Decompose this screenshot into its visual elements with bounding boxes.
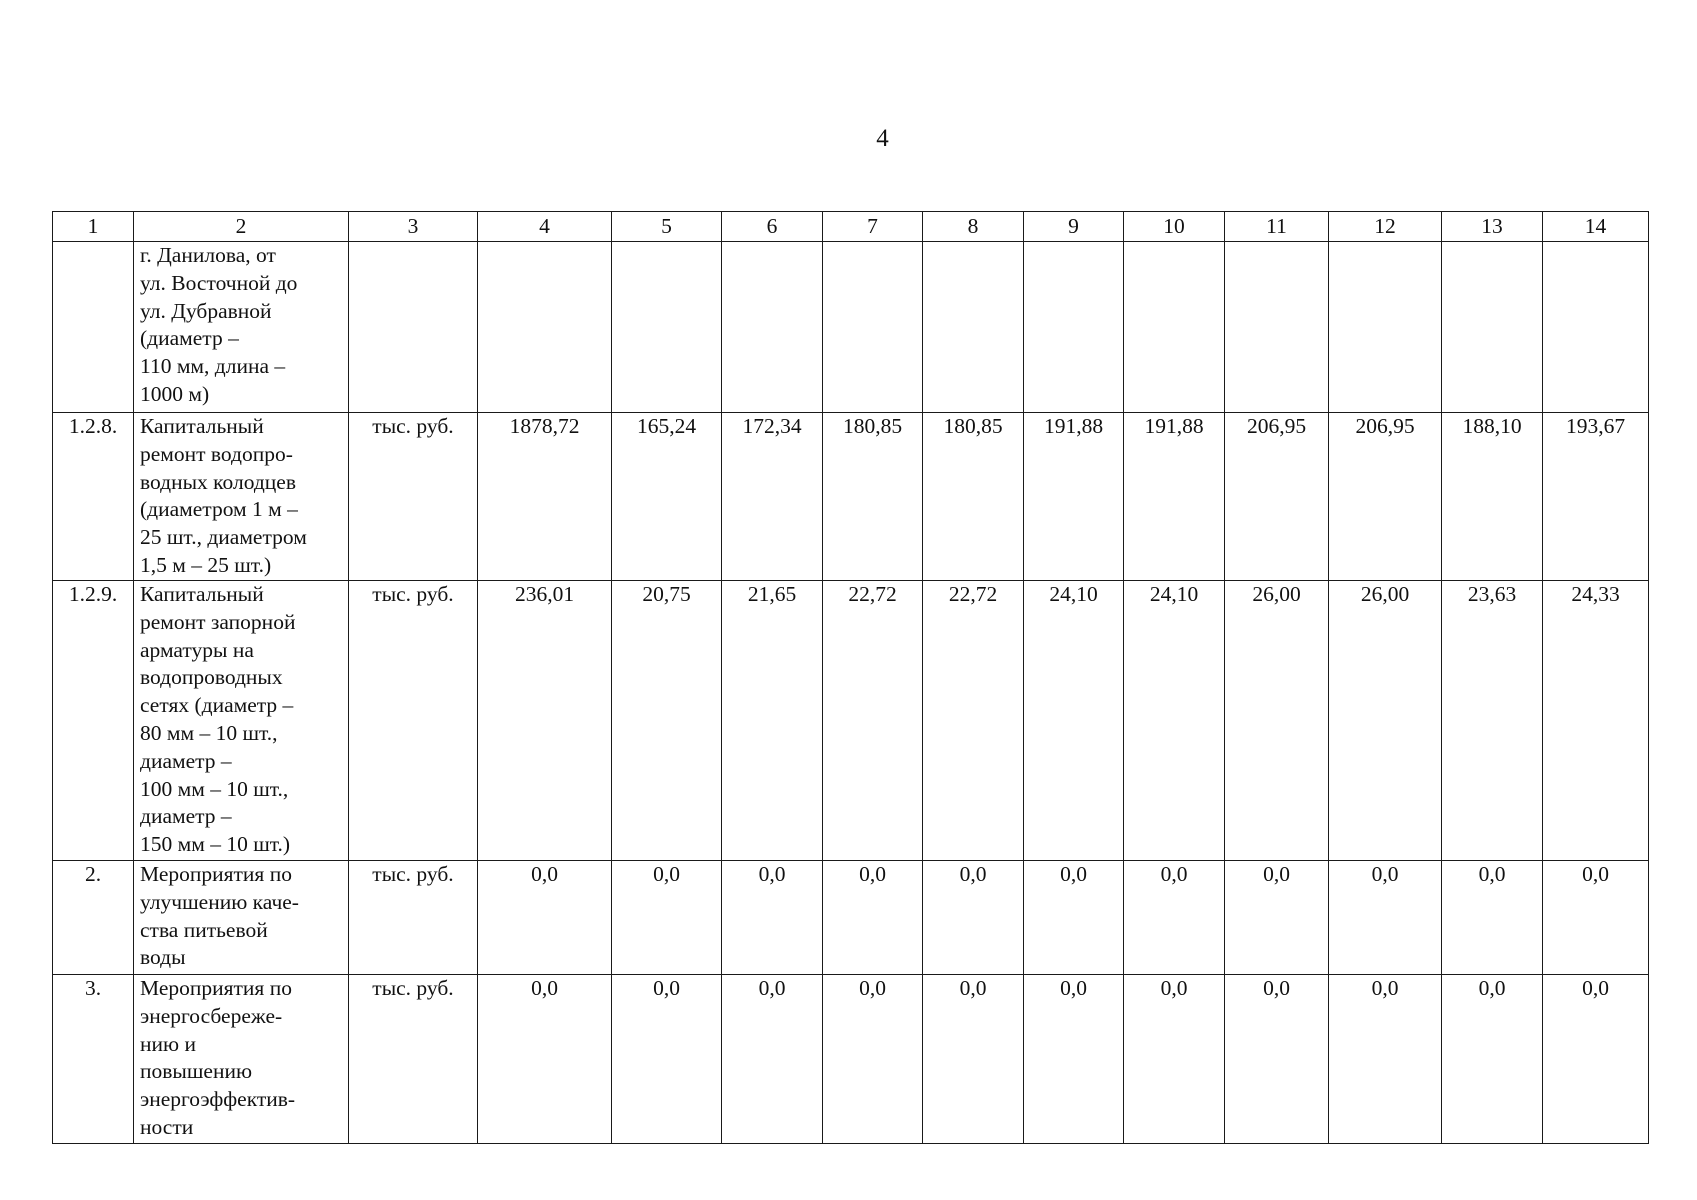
description-line: ремонт запорной [140,609,296,634]
column-header: 13 [1442,212,1543,242]
column-header: 14 [1543,212,1649,242]
description-cell [134,975,349,1144]
value-cell [1225,242,1329,413]
value-cell: 1878,72 [478,413,612,581]
row-number-cell: 1.2.8. [53,413,134,581]
value-cell [612,242,722,413]
value-cell: 0,0 [823,975,923,1144]
value-cell [923,242,1024,413]
description-line: диаметр – [140,748,232,773]
value-cell: 191,88 [1124,413,1225,581]
description-line: 25 шт., диаметром [140,525,307,550]
description-cell [134,242,349,413]
column-header: 1 [53,212,134,242]
description-line: 1,5 м – 25 шт.) [140,552,272,577]
value-cell: 236,01 [478,581,612,861]
description-line: улучшению каче- [140,889,299,914]
unit-cell: тыс. руб. [349,861,478,975]
column-header: 10 [1124,212,1225,242]
value-cell [823,242,923,413]
value-cell: 0,0 [1442,861,1543,975]
value-cell: 22,72 [923,581,1024,861]
description-cell [134,861,349,975]
value-cell: 0,0 [1225,861,1329,975]
description-cell [134,413,349,581]
value-cell: 0,0 [823,861,923,975]
description-line: ности [140,1114,194,1139]
description-line: сетях (диаметр – [140,693,294,718]
value-cell: 172,34 [722,413,823,581]
value-cell: 0,0 [1024,975,1124,1144]
description-line: Мероприятия по [140,862,292,886]
description-line: 110 мм, длина – [140,354,286,379]
table-row [53,413,1649,581]
value-cell: 0,0 [1543,975,1649,1144]
description-line: Капитальный [140,414,264,438]
description-line: 80 мм – 10 шт., [140,720,278,745]
value-cell: 188,10 [1442,413,1543,581]
value-cell [1442,242,1543,413]
value-cell: 0,0 [923,975,1024,1144]
description-line: г. Данилова, от [140,243,276,267]
value-cell: 0,0 [1442,975,1543,1144]
column-header: 4 [478,212,612,242]
value-cell [722,242,823,413]
value-cell: 180,85 [823,413,923,581]
row-number-cell: 2. [53,861,134,975]
column-header: 5 [612,212,722,242]
description-line: энергоэффектив- [140,1087,296,1112]
value-cell [478,242,612,413]
column-header: 7 [823,212,923,242]
description-line: ул. Восточной до [140,270,298,295]
description-line: (диаметр – [140,326,239,351]
value-cell: 180,85 [923,413,1024,581]
value-cell: 191,88 [1024,413,1124,581]
description-cell [134,581,349,861]
description-line: водопроводных [140,665,283,690]
value-cell [1329,242,1442,413]
value-cell: 0,0 [1329,861,1442,975]
value-cell: 0,0 [1543,861,1649,975]
value-cell [1024,242,1124,413]
column-header: 11 [1225,212,1329,242]
data-table [52,211,1649,1144]
value-cell: 23,63 [1442,581,1543,861]
row-number-cell: 1.2.9. [53,581,134,861]
table-header-row [53,212,1649,242]
table-row [53,975,1649,1144]
value-cell: 0,0 [1024,861,1124,975]
page-number: 4 [876,125,889,152]
table-row [53,861,1649,975]
description-line: водных колодцев [140,469,296,494]
row-number-cell: 3. [53,975,134,1144]
unit-cell [349,242,478,413]
description-line: энергосбереже- [140,1003,283,1028]
value-cell: 0,0 [478,861,612,975]
unit-cell: тыс. руб. [349,581,478,861]
value-cell: 0,0 [923,861,1024,975]
table-row [53,581,1649,861]
description-line: 100 мм – 10 шт., [140,776,289,801]
value-cell: 0,0 [1225,975,1329,1144]
value-cell: 21,65 [722,581,823,861]
description-line: Мероприятия по [140,976,292,1000]
description-line: Капитальный [140,582,264,606]
value-cell: 0,0 [722,861,823,975]
value-cell: 0,0 [1329,975,1442,1144]
unit-cell: тыс. руб. [349,975,478,1144]
column-header: 8 [923,212,1024,242]
value-cell: 0,0 [1124,975,1225,1144]
value-cell: 165,24 [612,413,722,581]
column-header: 9 [1024,212,1124,242]
value-cell: 206,95 [1225,413,1329,581]
value-cell: 0,0 [612,975,722,1144]
description-line: ства питьевой [140,917,268,942]
description-line: повышению [140,1059,253,1084]
value-cell: 0,0 [612,861,722,975]
unit-cell: тыс. руб. [349,413,478,581]
description-line: нию и [140,1031,196,1056]
column-header: 3 [349,212,478,242]
description-line: диаметр – [140,804,232,829]
description-line: арматуры на [140,637,254,662]
column-header: 2 [134,212,349,242]
table-row [53,242,1649,413]
value-cell: 0,0 [722,975,823,1144]
value-cell: 26,00 [1225,581,1329,861]
column-header: 12 [1329,212,1442,242]
description-line: 1000 м) [140,381,210,406]
column-header: 6 [722,212,823,242]
value-cell [1543,242,1649,413]
value-cell: 193,67 [1543,413,1649,581]
description-line: (диаметром 1 м – [140,497,298,522]
value-cell: 24,10 [1124,581,1225,861]
value-cell: 22,72 [823,581,923,861]
value-cell [1124,242,1225,413]
value-cell: 20,75 [612,581,722,861]
description-line: ул. Дубравной [140,298,272,323]
description-line: 150 мм – 10 шт.) [140,832,291,857]
description-line: воды [140,945,186,970]
description-line: ремонт водопро- [140,441,293,466]
value-cell: 24,33 [1543,581,1649,861]
value-cell: 24,10 [1024,581,1124,861]
row-number-cell [53,242,134,413]
value-cell: 26,00 [1329,581,1442,861]
value-cell: 0,0 [478,975,612,1144]
value-cell: 206,95 [1329,413,1442,581]
value-cell: 0,0 [1124,861,1225,975]
